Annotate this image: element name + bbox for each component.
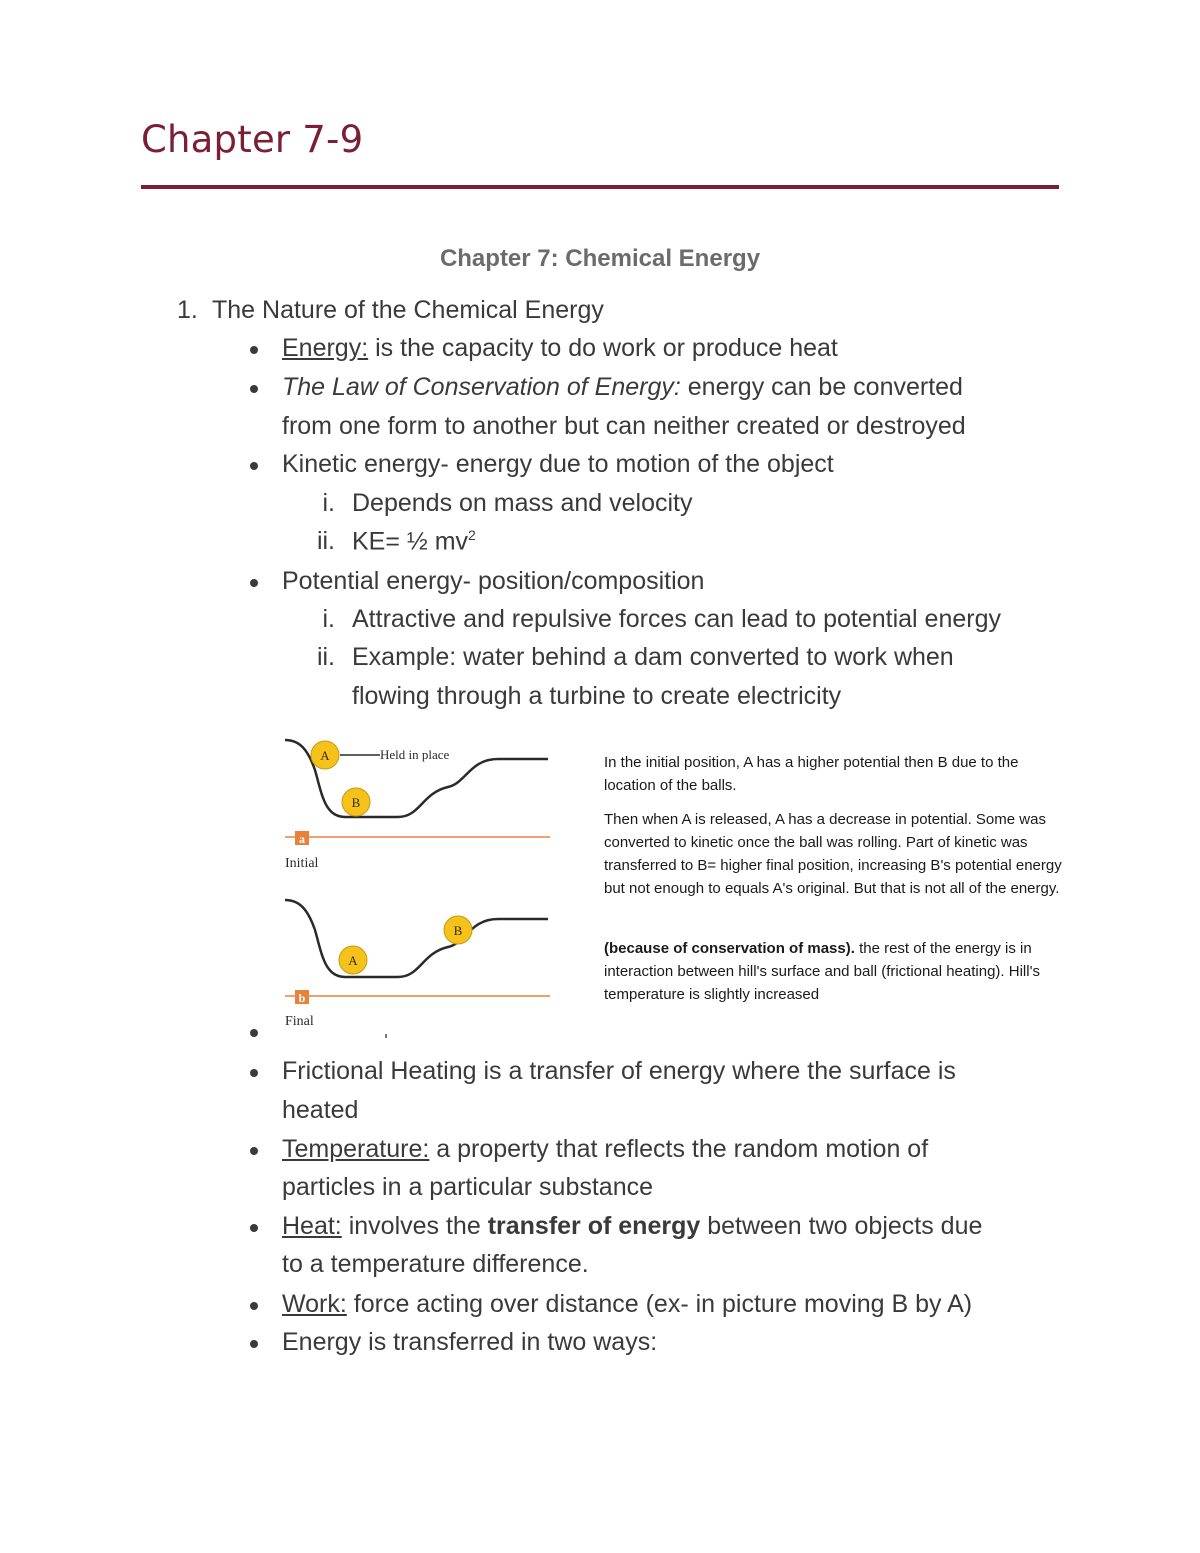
stray-mark	[385, 1034, 387, 1038]
law-def-2: from one form to another but can neither created or destroyed	[282, 412, 966, 440]
energy-transfer: Energy is transferred in two ways:	[282, 1328, 658, 1356]
list-number: 1.	[177, 296, 198, 324]
bullet	[250, 579, 258, 587]
final-label: Final	[285, 1014, 314, 1029]
frictional-heating-2: heated	[282, 1096, 359, 1124]
heat-def-bold: transfer of energy	[487, 1212, 701, 1240]
temperature-definition	[282, 1135, 928, 1164]
energy-definition	[282, 334, 838, 363]
bullet	[250, 1147, 258, 1155]
marker-a-label: a	[299, 832, 305, 846]
roman-numeral: i.	[322, 489, 335, 517]
law-term: The Law of Conservation of Energy:	[282, 373, 681, 401]
caption-rest: the rest of the energy is in interaction between hill's surface and ball (frictional heating). Hill's temperature is slightly increased	[604, 940, 1040, 1003]
bullet	[250, 462, 258, 470]
potential-sub-ii-2: flowing through a turbine to create electricity	[352, 682, 842, 710]
heat-definition	[282, 1212, 982, 1241]
bullet	[250, 1224, 258, 1232]
roman-numeral: ii.	[316, 643, 335, 671]
hill-curve-final	[285, 900, 548, 977]
initial-label: Initial	[285, 856, 319, 871]
bullet	[250, 385, 258, 393]
ke-superscript: 2	[468, 527, 476, 543]
temperature-def: a property that reflects the random motion of	[429, 1135, 929, 1163]
ke-formula: KE= ½ mv	[352, 527, 469, 556]
work-def: force acting over distance (ex- in picture moving B by A)	[346, 1290, 973, 1318]
potential-energy: Potential energy- position/composition	[282, 567, 705, 595]
law-def-1: energy can be converted	[680, 373, 963, 401]
title-rule	[141, 185, 1059, 189]
heat-term: Heat:	[282, 1212, 342, 1240]
heat-def-2: to a temperature difference.	[282, 1250, 589, 1278]
work-definition	[282, 1290, 972, 1319]
roman-numeral: ii.	[316, 527, 335, 555]
work-term: Work:	[282, 1290, 347, 1318]
caption-paragraph-2: Then when A is released, A has a decrease in potential. Some was converted to kinetic once the ball was rolling. Part of kinetic was transferred to B= higher final position, increasing B's potential energy but not enough to equals A's original. But that is not all of the energy.	[604, 811, 1062, 897]
law-definition	[282, 373, 963, 402]
ball-b-label: B	[351, 795, 361, 810]
kinetic-energy: Kinetic energy- energy due to motion of the object	[282, 450, 834, 478]
roman-numeral: i.	[322, 605, 335, 633]
bullet	[250, 1302, 258, 1310]
potential-sub-i: Attractive and repulsive forces can lead to potential energy	[352, 605, 1001, 633]
energy-term: Energy:	[282, 334, 369, 362]
frictional-heating-1: Frictional Heating is a transfer of energy where the surface is	[282, 1057, 956, 1085]
document-title: Chapter 7-9	[141, 118, 364, 161]
energy-def: is the capacity to do work or produce heat	[368, 334, 838, 362]
section-heading: Chapter 7: Chemical Energy	[439, 245, 761, 272]
heat-def-a: involves the	[341, 1212, 488, 1240]
list-item-nature: The Nature of the Chemical Energy	[212, 296, 604, 324]
marker-b-label: b	[298, 991, 306, 1005]
kinetic-sub-i: Depends on mass and velocity	[352, 489, 693, 517]
temperature-def-2: particles in a particular substance	[282, 1173, 654, 1201]
held-in-place-label: Held in place	[380, 747, 450, 762]
ball-b-final-label: B	[453, 923, 463, 938]
bullet	[250, 1069, 258, 1077]
heat-def-b: between two objects due	[700, 1212, 983, 1240]
temperature-term: Temperature:	[282, 1135, 430, 1163]
kinetic-sub-ii	[352, 527, 476, 556]
caption-bold: (because of conservation of mass).	[604, 940, 855, 957]
potential-sub-ii-1: Example: water behind a dam converted to work when	[352, 643, 954, 671]
ball-a-label: A	[320, 748, 330, 763]
caption-paragraph-3	[604, 937, 1074, 1006]
ball-hill-figure	[280, 725, 560, 1035]
ball-a-final-label: A	[348, 953, 358, 968]
bullet	[250, 1340, 258, 1348]
bullet	[250, 346, 258, 354]
bullet	[250, 1029, 258, 1037]
caption-paragraph-1: In the initial position, A has a higher potential then B due to the location of the balls.	[604, 754, 1019, 794]
